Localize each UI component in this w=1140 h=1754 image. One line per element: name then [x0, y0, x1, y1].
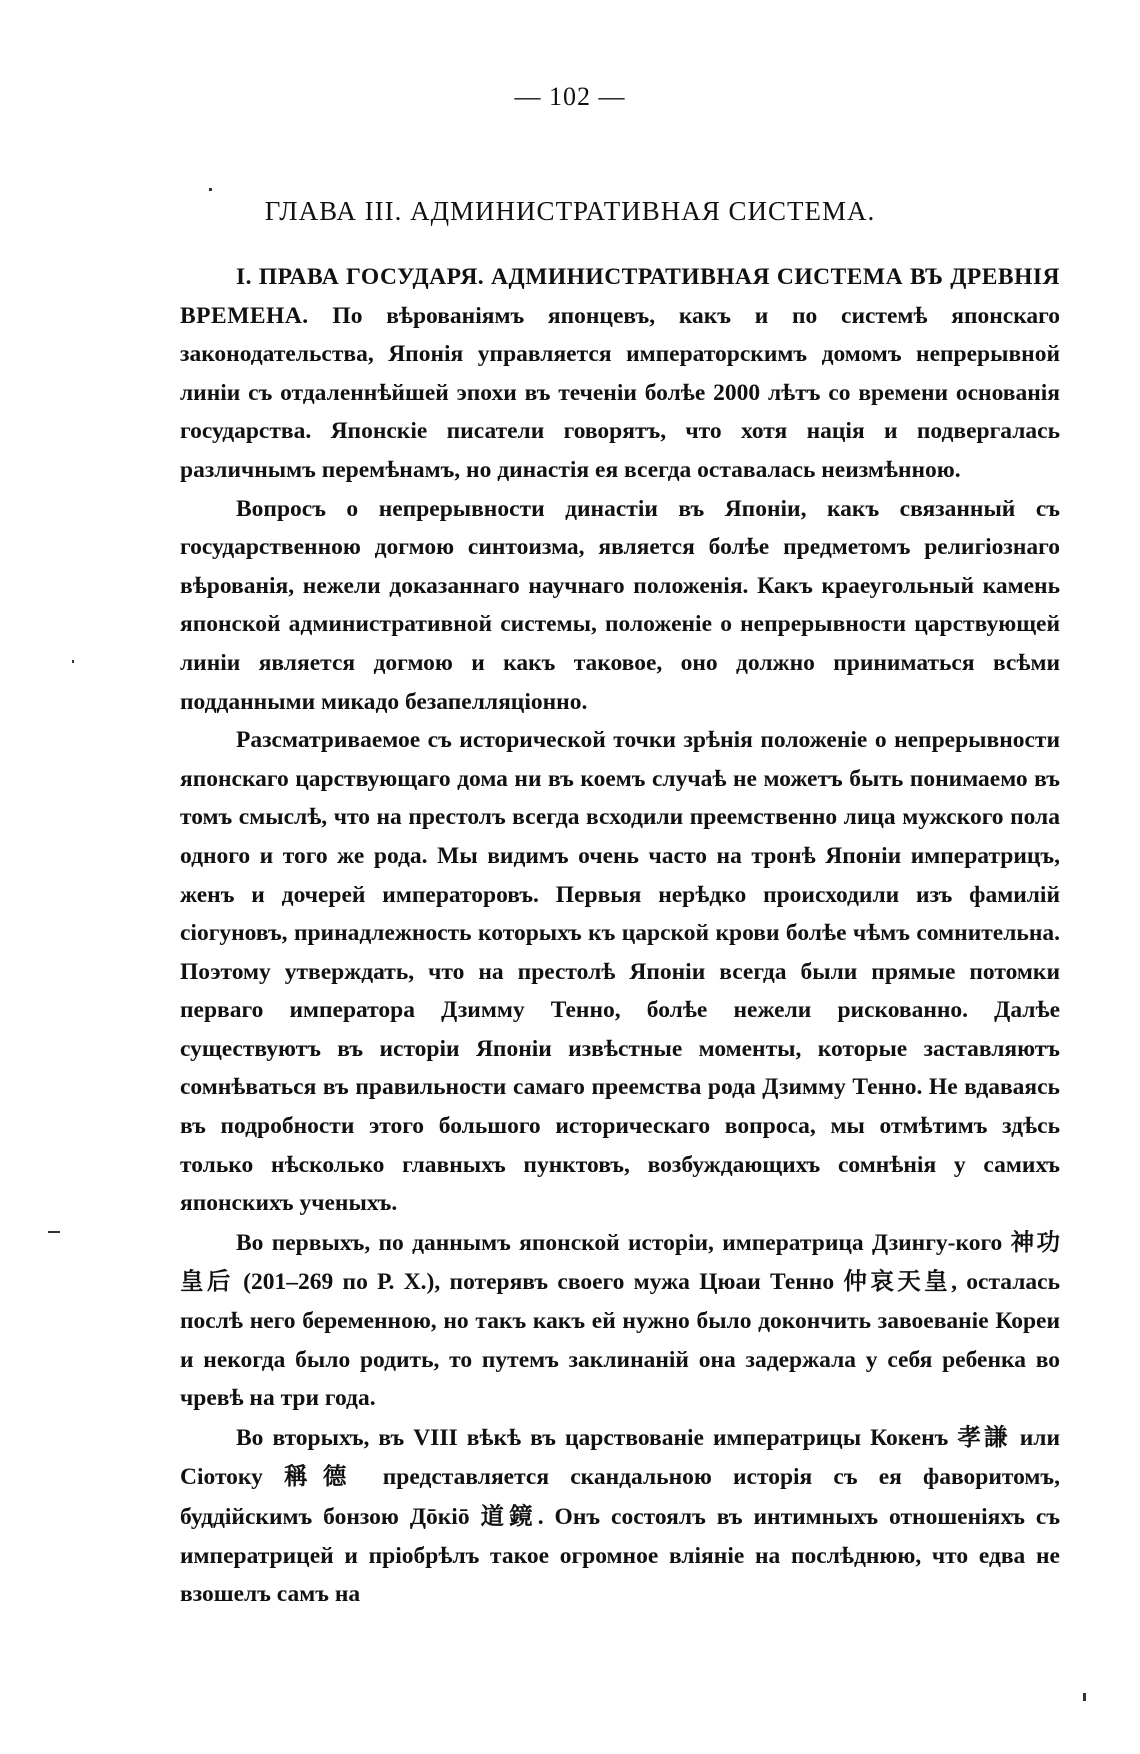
- paragraph-historical-view: Разсматриваемое съ исторической точки зрѣнія положеніе о непрерывности японскаго царствующаго дома ни въ коемъ случаѣ не можетъ быть понимаемо въ томъ смыслѣ, что на престолъ всегда всходили преемственно лица мужского пола одного и того же рода. Мы видимъ очень часто на тронѣ Японіи императрицъ, женъ и дочерей императоровъ. Первыя нерѣдко происходили изъ фамилій сіогуновъ, принадлежность которыхъ къ царской крови болѣе чѣмъ сомнительна. Поэтому утверждать, что на престолѣ Японіи всегда были прямые потомки перваго императора Дзимму Тенно, болѣе нежели рискованно. Далѣе существуютъ въ исторіи Японіи извѣстные моменты, которые заставляютъ сомнѣваться въ правильности самаго преемства рода Дзимму Тенно. Не вдаваясь въ подробности этого большого историческаго вопроса, мы отмѣтимъ здѣсь только нѣсколько главныхъ пунктовъ, возбуждающихъ сомнѣнія у самихъ японскихъ ученыхъ.: [180, 727, 1060, 1217]
- chapter-title: ГЛАВА III. АДМИНИСТРАТИВНАЯ СИСТЕМА.: [264, 196, 876, 226]
- second-point-text-1: Во вторыхъ, въ VIII вѣкѣ въ царствованіе императрицы Кокенъ: [236, 1424, 958, 1451]
- section-1-text: По вѣрованіямъ японцевъ, какъ и по системѣ японскаго законодательства, Японія управляется императорскимъ домомъ непрерывной линіи съ отдаленнѣйшей эпохи въ теченіи болѣе 2000 лѣтъ со времени основанія государства. Японскіе писатели говорятъ, что хотя нація и подвергалась различнымъ перемѣнамъ, но династія ея всегда оставалась неизмѣнною.: [180, 302, 1060, 483]
- scan-speck: [209, 188, 212, 191]
- scan-corner-mark: [1083, 1693, 1086, 1701]
- scan-margin-tick: [72, 660, 74, 663]
- first-point-text-1: Во первыхъ, по даннымъ японской исторіи, императрица Дзингу-кого: [236, 1229, 1011, 1256]
- page-number: — 102 —: [514, 82, 626, 111]
- cjk-dokyo: 道鏡: [480, 1502, 538, 1530]
- cjk-shotoku: 稱德: [284, 1462, 362, 1491]
- second-point-text-3: представляется скандальною исторія съ ея фаворитомъ, буддійскимъ бонзою Дōкiō: [180, 1464, 1061, 1530]
- second-point-text-2: или Сіотоку: [180, 1424, 1061, 1491]
- cjk-chuai-tenno: 仲哀天皇: [843, 1267, 952, 1296]
- paragraph-first-point: [180, 1223, 1060, 1418]
- section-heading: I. ПРАВА ГОСУДАРЯ. АДМИНИСТРАТИВНАЯ СИСТЕМА ВЪ ДРЕВНІЯ ВРЕМЕНА.: [180, 264, 1060, 329]
- paragraph-dynasty-dogma: Вопросъ о непрерывности династіи въ Японіи, какъ связанный съ государственною догмою синтоизма, является болѣе предметомъ религіознаго вѣрованія, нежели доказаннаго научнаго положенія. Какъ краеугольный камень японской административной системы, положеніе о непрерывности царствующей линіи является догмою и какъ таковое, оно должно приниматься всѣми подданными микадо безапелляціонно.: [180, 495, 1060, 715]
- cjk-jingu-kogo: 神功皇后: [180, 1227, 1060, 1296]
- second-point-text-4: . Онъ состоялъ въ интимныхъ отношеніяхъ съ императрицей и пріобрѣлъ такое огромное вліяніе на послѣднюю, что едва не взошелъ самъ на: [180, 1504, 1061, 1608]
- first-point-text-2: (201–269 по Р. Х.), потерявъ своего мужа Цюаи Тенно: [233, 1269, 844, 1296]
- first-point-text-3: , осталась послѣ него беременною, но такъ какъ ей нужно было докончить завоеваніе Кореи и некогда было родить, то путемъ заклинаній она задержала у себя ребенка во чревѣ на три года.: [180, 1269, 1061, 1412]
- paragraph-section-1: [180, 258, 1060, 490]
- scan-margin-dash: [48, 1231, 60, 1233]
- body-text: [180, 258, 1060, 1614]
- paragraph-second-point: [180, 1418, 1060, 1614]
- cjk-koken: 孝謙: [957, 1422, 1011, 1451]
